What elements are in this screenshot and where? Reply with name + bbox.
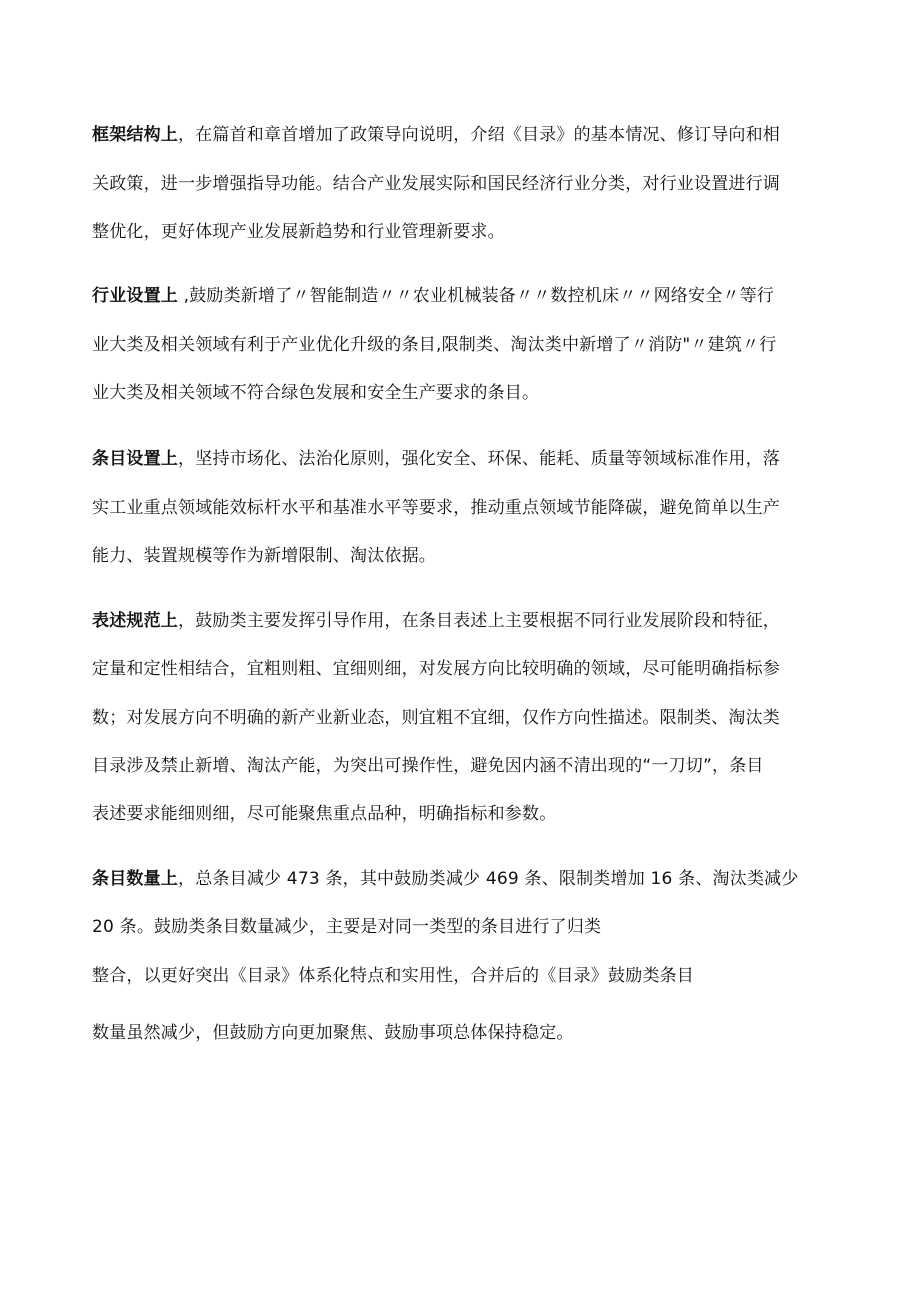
paragraph-text: ,鼓励类新增了〃智能制造〃〃农业机械装备〃〃数控机床〃〃网络安全〃等行 — [178, 286, 775, 306]
paragraph-lead: 表述规范上 — [92, 611, 178, 631]
paragraph-lead: 条目数量上 — [92, 869, 178, 889]
paragraph-line: 数；对发展方向不明确的新产业新业态，则宜粗不宜细，仅作方向性描述。限制类、淘汰类 — [92, 708, 780, 728]
paragraph-line: 业大类及相关领域有利于产业优化升级的条目,限制类、淘汰类中新增了〃消防"〃建筑〃行 — [92, 335, 777, 355]
paragraph-lead: 行业设置上 — [92, 286, 178, 306]
paragraph-line: 整合，以更好突出《目录》体系化特点和实用性，合并后的《目录》鼓励类条目 — [92, 966, 694, 986]
paragraph-text: ，总条目减少 473 条，其中鼓励类减少 469 条、限制类增加 16 条、淘汰类减少 — [178, 869, 799, 889]
paragraph-line: 整优化，更好体现产业发展新趋势和行业管理新要求。 — [92, 222, 505, 242]
paragraph-line: 定量和定性相结合，宜粗则粗、宜细则细，对发展方向比较明确的领域，尽可能明确指标参 — [92, 659, 780, 679]
paragraph-text: ，坚持市场化、法治化原则，强化安全、环保、能耗、质量等领域标准作用，落 — [178, 449, 780, 469]
paragraph-lead: 框架结构上 — [92, 125, 178, 145]
paragraph-line: 能力、装置规模等作为新增限制、淘汰依据。 — [92, 546, 436, 566]
paragraph-line — [92, 868, 799, 890]
paragraph-line: 表述要求能细则细，尽可能聚焦重点品种，明确指标和参数。 — [92, 804, 557, 824]
paragraph-line: 关政策，进一步增强指导功能。结合产业发展实际和国民经济行业分类，对行业设置进行调 — [92, 174, 780, 194]
paragraph-line — [92, 610, 780, 632]
paragraph-line: 业大类及相关领域不符合绿色发展和安全生产要求的条目。 — [92, 383, 540, 403]
paragraph-line — [92, 285, 774, 307]
paragraph-lead: 条目设置上 — [92, 449, 178, 469]
paragraph-line: 数量虽然减少，但鼓励方向更加聚焦、鼓励事项总体保持稳定。 — [92, 1023, 574, 1043]
paragraph-line: 实工业重点领域能效标杆水平和基准水平等要求，推动重点领域节能降碳，避免简单以生产 — [92, 498, 780, 518]
paragraph-line — [92, 448, 780, 470]
paragraph-text: ，在篇首和章首增加了政策导向说明，介绍《目录》的基本情况、修订导向和相 — [178, 125, 780, 145]
paragraph-text: ，鼓励类主要发挥引导作用，在条目表述上主要根据不同行业发展阶段和特征， — [178, 611, 780, 631]
paragraph-line — [92, 124, 780, 146]
paragraph-line: 目录涉及禁止新增、淘汰产能，为突出可操作性，避免因内涵不清出现的“一刀切”，条目 — [92, 756, 764, 776]
paragraph-line: 20 条。鼓励类条目数量减少，主要是对同一类型的条目进行了归类 — [92, 917, 602, 937]
